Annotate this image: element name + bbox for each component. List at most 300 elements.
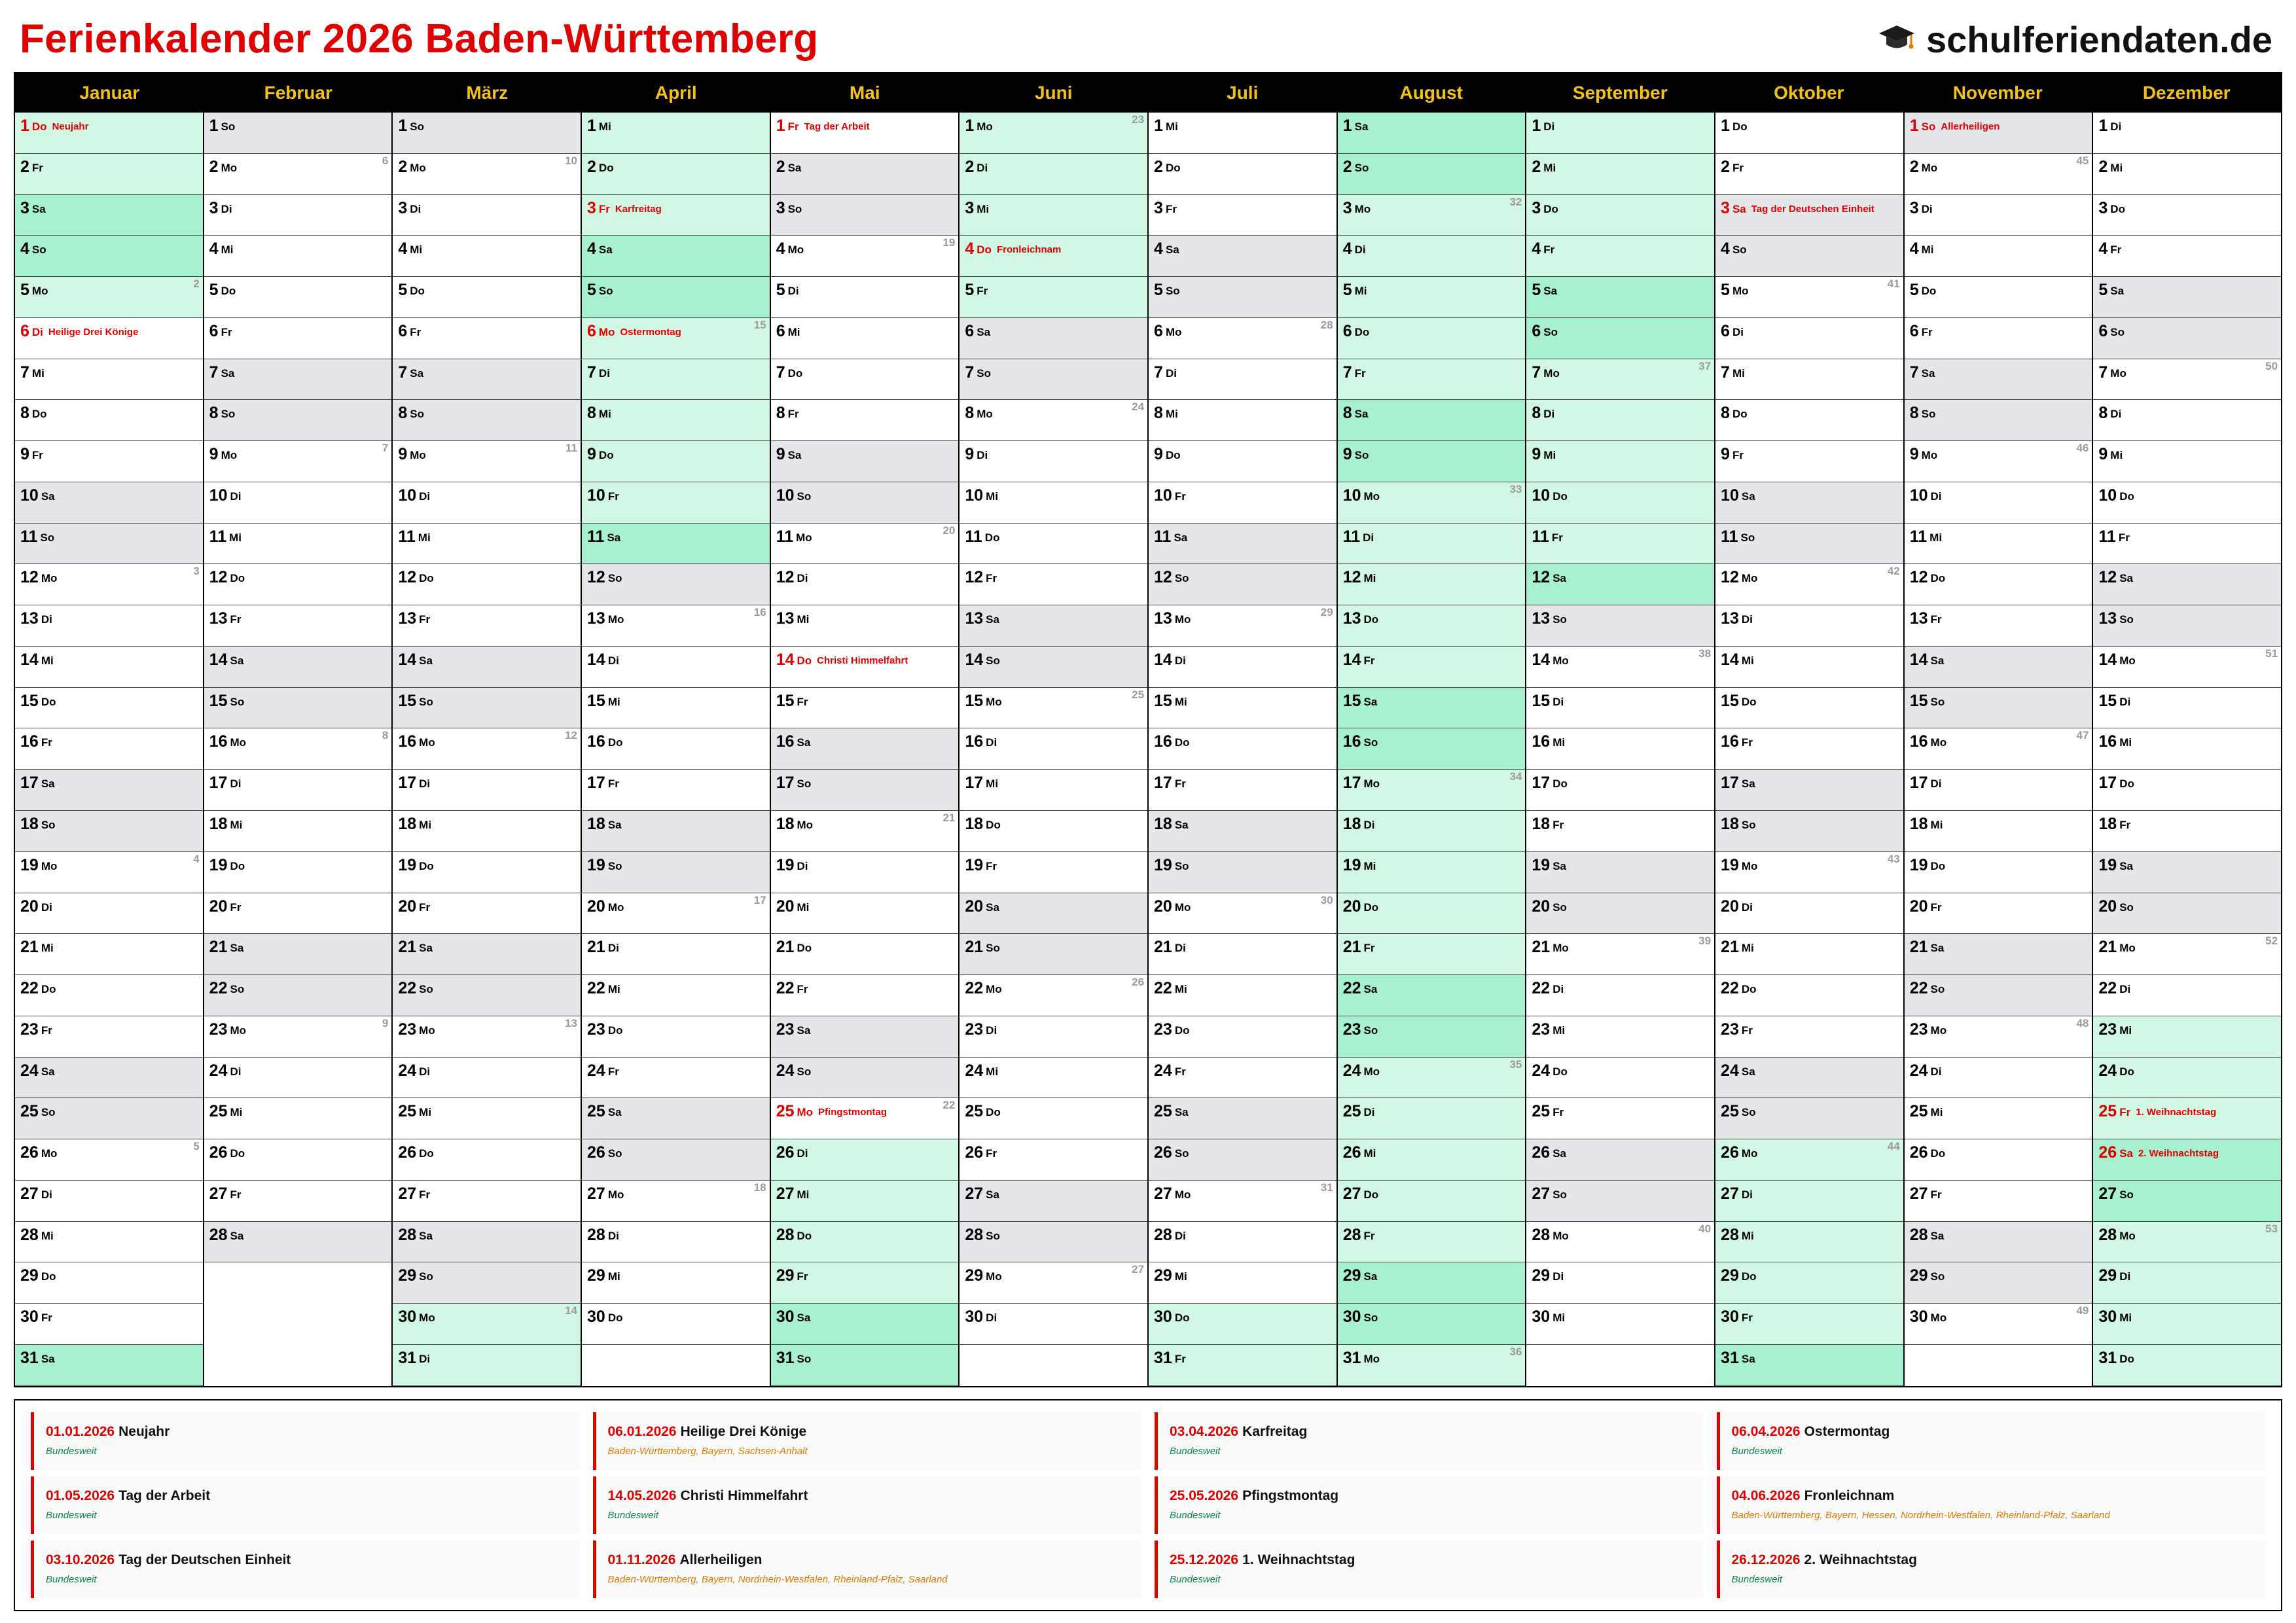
day-cell[interactable]	[582, 195, 770, 236]
day-cell[interactable]	[582, 441, 770, 482]
day-cell[interactable]	[1526, 1222, 1714, 1263]
day-cell[interactable]	[960, 605, 1147, 647]
day-cell[interactable]	[1338, 688, 1526, 729]
day-cell[interactable]	[960, 1016, 1147, 1058]
day-cell[interactable]	[204, 1058, 392, 1099]
day-cell[interactable]	[204, 975, 392, 1016]
day-cell[interactable]	[15, 1345, 203, 1386]
day-cell[interactable]	[2093, 1139, 2281, 1181]
day-cell[interactable]	[15, 1139, 203, 1181]
day-cell[interactable]	[771, 236, 959, 277]
day-cell[interactable]	[771, 1181, 959, 1222]
day-cell[interactable]	[582, 688, 770, 729]
day-cell[interactable]	[1338, 1222, 1526, 1263]
day-cell[interactable]	[1149, 975, 1336, 1016]
day-cell[interactable]	[771, 1262, 959, 1304]
day-cell[interactable]	[204, 852, 392, 893]
day-cell[interactable]	[960, 1058, 1147, 1099]
day-cell[interactable]	[960, 236, 1147, 277]
day-cell[interactable]	[393, 1098, 581, 1139]
day-cell[interactable]	[204, 564, 392, 605]
day-cell[interactable]	[15, 236, 203, 277]
day-cell[interactable]	[393, 359, 581, 401]
day-cell[interactable]	[15, 1016, 203, 1058]
month-header[interactable]: Mai	[849, 82, 880, 103]
day-cell[interactable]	[1715, 359, 1903, 401]
day-cell[interactable]	[2093, 400, 2281, 441]
day-cell[interactable]	[1526, 195, 1714, 236]
day-cell[interactable]	[2093, 647, 2281, 688]
day-cell[interactable]	[393, 1222, 581, 1263]
day-cell[interactable]	[771, 564, 959, 605]
month-header[interactable]: Januar	[79, 82, 140, 103]
day-cell[interactable]	[15, 318, 203, 359]
day-cell[interactable]	[1526, 277, 1714, 318]
day-cell[interactable]	[960, 400, 1147, 441]
day-cell[interactable]	[771, 113, 959, 154]
day-cell[interactable]	[2093, 359, 2281, 401]
day-cell[interactable]	[960, 482, 1147, 524]
day-cell[interactable]	[1715, 1016, 1903, 1058]
day-cell[interactable]	[393, 605, 581, 647]
day-cell[interactable]	[2093, 236, 2281, 277]
day-cell[interactable]	[1149, 277, 1336, 318]
day-cell[interactable]	[393, 688, 581, 729]
day-cell[interactable]	[1526, 318, 1714, 359]
day-cell[interactable]	[1338, 1098, 1526, 1139]
day-cell[interactable]	[1715, 1181, 1903, 1222]
day-cell[interactable]	[2093, 113, 2281, 154]
day-cell[interactable]	[2093, 441, 2281, 482]
day-cell[interactable]	[582, 1262, 770, 1304]
day-cell[interactable]	[1149, 893, 1336, 935]
month-header[interactable]: Dezember	[2142, 82, 2231, 103]
day-cell[interactable]	[960, 770, 1147, 811]
day-cell[interactable]	[771, 1098, 959, 1139]
day-cell[interactable]	[204, 400, 392, 441]
day-cell[interactable]	[1338, 1058, 1526, 1099]
day-cell[interactable]	[204, 236, 392, 277]
month-header[interactable]: Oktober	[1774, 82, 1844, 103]
day-cell[interactable]	[1905, 564, 2092, 605]
day-cell[interactable]	[1149, 564, 1336, 605]
day-cell[interactable]	[204, 277, 392, 318]
day-cell[interactable]	[1715, 1058, 1903, 1099]
day-cell[interactable]	[771, 811, 959, 852]
day-cell[interactable]	[582, 1139, 770, 1181]
day-cell[interactable]	[15, 811, 203, 852]
day-cell[interactable]	[771, 1304, 959, 1345]
day-cell[interactable]	[15, 359, 203, 401]
day-cell[interactable]	[2093, 1098, 2281, 1139]
day-cell[interactable]	[393, 934, 581, 975]
day-cell[interactable]	[1905, 1304, 2092, 1345]
day-cell[interactable]	[1715, 1139, 1903, 1181]
day-cell[interactable]	[393, 1058, 581, 1099]
day-cell[interactable]	[1338, 1016, 1526, 1058]
day-cell[interactable]	[960, 1139, 1147, 1181]
month-header[interactable]: Februar	[264, 82, 332, 103]
day-cell[interactable]	[960, 277, 1147, 318]
day-cell[interactable]	[204, 441, 392, 482]
day-cell[interactable]	[1338, 811, 1526, 852]
month-header[interactable]: März	[466, 82, 509, 103]
day-cell[interactable]	[771, 647, 959, 688]
day-cell[interactable]	[960, 811, 1147, 852]
day-cell[interactable]	[2093, 524, 2281, 565]
day-cell[interactable]	[2093, 1345, 2281, 1386]
day-cell[interactable]	[15, 400, 203, 441]
day-cell[interactable]	[1149, 154, 1336, 195]
day-cell[interactable]	[582, 277, 770, 318]
day-cell[interactable]	[1149, 647, 1336, 688]
day-cell[interactable]	[1715, 441, 1903, 482]
day-cell[interactable]	[2093, 688, 2281, 729]
day-cell[interactable]	[1715, 1098, 1903, 1139]
day-cell[interactable]	[771, 852, 959, 893]
day-cell[interactable]	[15, 1262, 203, 1304]
day-cell[interactable]	[15, 564, 203, 605]
day-cell[interactable]	[1715, 811, 1903, 852]
day-cell[interactable]	[204, 524, 392, 565]
day-cell[interactable]	[1526, 1139, 1714, 1181]
day-cell[interactable]	[1526, 647, 1714, 688]
day-cell[interactable]	[1905, 770, 2092, 811]
day-cell[interactable]	[393, 441, 581, 482]
day-cell[interactable]	[393, 1181, 581, 1222]
day-cell[interactable]	[15, 482, 203, 524]
day-cell[interactable]	[2093, 564, 2281, 605]
day-cell[interactable]	[771, 728, 959, 770]
day-cell[interactable]	[1715, 1345, 1903, 1386]
day-cell[interactable]	[1338, 605, 1526, 647]
day-cell[interactable]	[582, 1304, 770, 1345]
day-cell[interactable]	[960, 524, 1147, 565]
day-cell[interactable]	[204, 1098, 392, 1139]
day-cell[interactable]	[1338, 400, 1526, 441]
day-cell[interactable]	[204, 359, 392, 401]
day-cell[interactable]	[15, 647, 203, 688]
day-cell[interactable]	[1338, 359, 1526, 401]
day-cell[interactable]	[15, 154, 203, 195]
day-cell[interactable]	[1338, 852, 1526, 893]
day-cell[interactable]	[1905, 441, 2092, 482]
day-cell[interactable]	[1526, 728, 1714, 770]
day-cell[interactable]	[1905, 893, 2092, 935]
day-cell[interactable]	[960, 647, 1147, 688]
day-cell[interactable]	[1905, 728, 2092, 770]
day-cell[interactable]	[1338, 482, 1526, 524]
day-cell[interactable]	[1338, 441, 1526, 482]
day-cell[interactable]	[1715, 975, 1903, 1016]
month-header[interactable]: November	[1952, 82, 2043, 103]
day-cell[interactable]	[771, 441, 959, 482]
day-cell[interactable]	[960, 893, 1147, 935]
day-cell[interactable]	[2093, 934, 2281, 975]
day-cell[interactable]	[15, 1222, 203, 1263]
day-cell[interactable]	[1526, 688, 1714, 729]
day-cell[interactable]	[582, 647, 770, 688]
day-cell[interactable]	[1715, 113, 1903, 154]
day-cell[interactable]	[1526, 893, 1714, 935]
day-cell[interactable]	[1715, 770, 1903, 811]
day-cell[interactable]	[1715, 605, 1903, 647]
day-cell[interactable]	[960, 318, 1147, 359]
day-cell[interactable]	[1715, 934, 1903, 975]
day-cell[interactable]	[15, 277, 203, 318]
day-cell[interactable]	[2093, 1262, 2281, 1304]
day-cell[interactable]	[1338, 113, 1526, 154]
day-cell[interactable]	[393, 770, 581, 811]
day-cell[interactable]	[582, 1016, 770, 1058]
day-cell[interactable]	[204, 934, 392, 975]
month-header[interactable]: Juli	[1227, 82, 1259, 103]
day-cell[interactable]	[1905, 934, 2092, 975]
day-cell[interactable]	[15, 605, 203, 647]
day-cell[interactable]	[1149, 113, 1336, 154]
day-cell[interactable]	[1526, 154, 1714, 195]
day-cell[interactable]	[1905, 195, 2092, 236]
day-cell[interactable]	[393, 1345, 581, 1386]
day-cell[interactable]	[771, 893, 959, 935]
day-cell[interactable]	[1526, 605, 1714, 647]
day-cell[interactable]	[2093, 318, 2281, 359]
day-cell[interactable]	[15, 728, 203, 770]
day-cell[interactable]	[204, 728, 392, 770]
day-cell[interactable]	[2093, 154, 2281, 195]
month-header[interactable]: Juni	[1034, 82, 1073, 103]
day-cell[interactable]	[1905, 605, 2092, 647]
day-cell[interactable]	[1338, 934, 1526, 975]
day-cell[interactable]	[1149, 770, 1336, 811]
day-cell[interactable]	[15, 934, 203, 975]
day-cell[interactable]	[1149, 811, 1336, 852]
day-cell[interactable]	[960, 441, 1147, 482]
day-cell[interactable]	[15, 441, 203, 482]
day-cell[interactable]	[1905, 1098, 2092, 1139]
day-cell[interactable]	[771, 934, 959, 975]
day-cell[interactable]	[1338, 975, 1526, 1016]
month-header[interactable]: August	[1399, 82, 1463, 103]
day-cell[interactable]	[1149, 1345, 1336, 1386]
day-cell[interactable]	[1526, 359, 1714, 401]
day-cell[interactable]	[1149, 605, 1336, 647]
day-cell[interactable]	[1715, 277, 1903, 318]
day-cell[interactable]	[1149, 1016, 1336, 1058]
day-cell[interactable]	[1526, 852, 1714, 893]
day-cell[interactable]	[1905, 1181, 2092, 1222]
day-cell[interactable]	[393, 1304, 581, 1345]
day-cell[interactable]	[1905, 647, 2092, 688]
day-cell[interactable]	[1526, 1262, 1714, 1304]
day-cell[interactable]	[1905, 318, 2092, 359]
day-cell[interactable]	[1149, 688, 1336, 729]
day-cell[interactable]	[771, 318, 959, 359]
day-cell[interactable]	[2093, 1016, 2281, 1058]
day-cell[interactable]	[393, 277, 581, 318]
day-cell[interactable]	[15, 852, 203, 893]
day-cell[interactable]	[1338, 647, 1526, 688]
day-cell[interactable]	[393, 195, 581, 236]
day-cell[interactable]	[771, 277, 959, 318]
day-cell[interactable]	[1905, 400, 2092, 441]
day-cell[interactable]	[1149, 1262, 1336, 1304]
day-cell[interactable]	[1715, 688, 1903, 729]
day-cell[interactable]	[1715, 564, 1903, 605]
day-cell[interactable]	[582, 975, 770, 1016]
day-cell[interactable]	[771, 524, 959, 565]
day-cell[interactable]	[393, 400, 581, 441]
day-cell[interactable]	[204, 688, 392, 729]
day-cell[interactable]	[1526, 482, 1714, 524]
day-cell[interactable]	[771, 195, 959, 236]
day-cell[interactable]	[582, 728, 770, 770]
day-cell[interactable]	[582, 1098, 770, 1139]
day-cell[interactable]	[960, 688, 1147, 729]
day-cell[interactable]	[393, 811, 581, 852]
day-cell[interactable]	[2093, 195, 2281, 236]
day-cell[interactable]	[15, 975, 203, 1016]
day-cell[interactable]	[582, 852, 770, 893]
day-cell[interactable]	[393, 318, 581, 359]
day-cell[interactable]	[15, 1098, 203, 1139]
day-cell[interactable]	[1149, 728, 1336, 770]
day-cell[interactable]	[1905, 1262, 2092, 1304]
day-cell[interactable]	[771, 482, 959, 524]
day-cell[interactable]	[1715, 154, 1903, 195]
day-cell[interactable]	[960, 728, 1147, 770]
day-cell[interactable]	[771, 400, 959, 441]
day-cell[interactable]	[204, 1139, 392, 1181]
day-cell[interactable]	[960, 934, 1147, 975]
day-cell[interactable]	[1338, 1304, 1526, 1345]
day-cell[interactable]	[582, 1181, 770, 1222]
day-cell[interactable]	[204, 605, 392, 647]
day-cell[interactable]	[15, 1058, 203, 1099]
day-cell[interactable]	[582, 934, 770, 975]
day-cell[interactable]	[2093, 1304, 2281, 1345]
day-cell[interactable]	[1149, 1098, 1336, 1139]
day-cell[interactable]	[1149, 1058, 1336, 1099]
day-cell[interactable]	[204, 1016, 392, 1058]
day-cell[interactable]	[1905, 359, 2092, 401]
day-cell[interactable]	[960, 564, 1147, 605]
day-cell[interactable]	[2093, 1222, 2281, 1263]
day-cell[interactable]	[1905, 524, 2092, 565]
day-cell[interactable]	[2093, 605, 2281, 647]
day-cell[interactable]	[1526, 524, 1714, 565]
day-cell[interactable]	[1149, 1139, 1336, 1181]
day-cell[interactable]	[1715, 400, 1903, 441]
day-cell[interactable]	[582, 482, 770, 524]
day-cell[interactable]	[1526, 400, 1714, 441]
day-cell[interactable]	[1149, 400, 1336, 441]
day-cell[interactable]	[393, 154, 581, 195]
day-cell[interactable]	[582, 564, 770, 605]
day-cell[interactable]	[1526, 1058, 1714, 1099]
month-header[interactable]: April	[655, 82, 697, 103]
day-cell[interactable]	[771, 1139, 959, 1181]
day-cell[interactable]	[393, 236, 581, 277]
day-cell[interactable]	[2093, 893, 2281, 935]
day-cell[interactable]	[1149, 524, 1336, 565]
day-cell[interactable]	[582, 893, 770, 935]
day-cell[interactable]	[1338, 236, 1526, 277]
day-cell[interactable]	[15, 770, 203, 811]
day-cell[interactable]	[960, 1181, 1147, 1222]
day-cell[interactable]	[960, 113, 1147, 154]
day-cell[interactable]	[204, 482, 392, 524]
day-cell[interactable]	[1338, 1262, 1526, 1304]
day-cell[interactable]	[1526, 811, 1714, 852]
day-cell[interactable]	[1338, 1345, 1526, 1386]
day-cell[interactable]	[2093, 852, 2281, 893]
day-cell[interactable]	[1526, 770, 1714, 811]
day-cell[interactable]	[1338, 1181, 1526, 1222]
day-cell[interactable]	[1526, 113, 1714, 154]
day-cell[interactable]	[582, 154, 770, 195]
day-cell[interactable]	[960, 154, 1147, 195]
day-cell[interactable]	[1715, 647, 1903, 688]
day-cell[interactable]	[771, 1058, 959, 1099]
day-cell[interactable]	[1149, 195, 1336, 236]
day-cell[interactable]	[1526, 564, 1714, 605]
day-cell[interactable]	[1905, 113, 2092, 154]
day-cell[interactable]	[15, 195, 203, 236]
day-cell[interactable]	[15, 524, 203, 565]
day-cell[interactable]	[582, 318, 770, 359]
day-cell[interactable]	[1338, 893, 1526, 935]
day-cell[interactable]	[1338, 564, 1526, 605]
day-cell[interactable]	[1715, 482, 1903, 524]
day-cell[interactable]	[771, 688, 959, 729]
day-cell[interactable]	[1338, 728, 1526, 770]
day-cell[interactable]	[1905, 688, 2092, 729]
day-cell[interactable]	[960, 1098, 1147, 1139]
day-cell[interactable]	[1715, 1304, 1903, 1345]
day-cell[interactable]	[1905, 236, 2092, 277]
day-cell[interactable]	[1715, 318, 1903, 359]
day-cell[interactable]	[1905, 811, 2092, 852]
day-cell[interactable]	[771, 359, 959, 401]
day-cell[interactable]	[771, 1222, 959, 1263]
day-cell[interactable]	[1149, 1304, 1336, 1345]
day-cell[interactable]	[1905, 154, 2092, 195]
day-cell[interactable]	[15, 1304, 203, 1345]
day-cell[interactable]	[1715, 524, 1903, 565]
day-cell[interactable]	[393, 524, 581, 565]
day-cell[interactable]	[1905, 852, 2092, 893]
day-cell[interactable]	[1338, 154, 1526, 195]
day-cell[interactable]	[1715, 195, 1903, 236]
day-cell[interactable]	[15, 893, 203, 935]
day-cell[interactable]	[1526, 1181, 1714, 1222]
day-cell[interactable]	[1149, 236, 1336, 277]
day-cell[interactable]	[393, 975, 581, 1016]
month-header[interactable]: September	[1572, 82, 1668, 103]
day-cell[interactable]	[1905, 1222, 2092, 1263]
day-cell[interactable]	[2093, 482, 2281, 524]
day-cell[interactable]	[1526, 975, 1714, 1016]
day-cell[interactable]	[1338, 195, 1526, 236]
day-cell[interactable]	[204, 318, 392, 359]
day-cell[interactable]	[393, 1139, 581, 1181]
day-cell[interactable]	[960, 1222, 1147, 1263]
day-cell[interactable]	[582, 400, 770, 441]
day-cell[interactable]	[1338, 1139, 1526, 1181]
day-cell[interactable]	[1149, 852, 1336, 893]
day-cell[interactable]	[960, 195, 1147, 236]
